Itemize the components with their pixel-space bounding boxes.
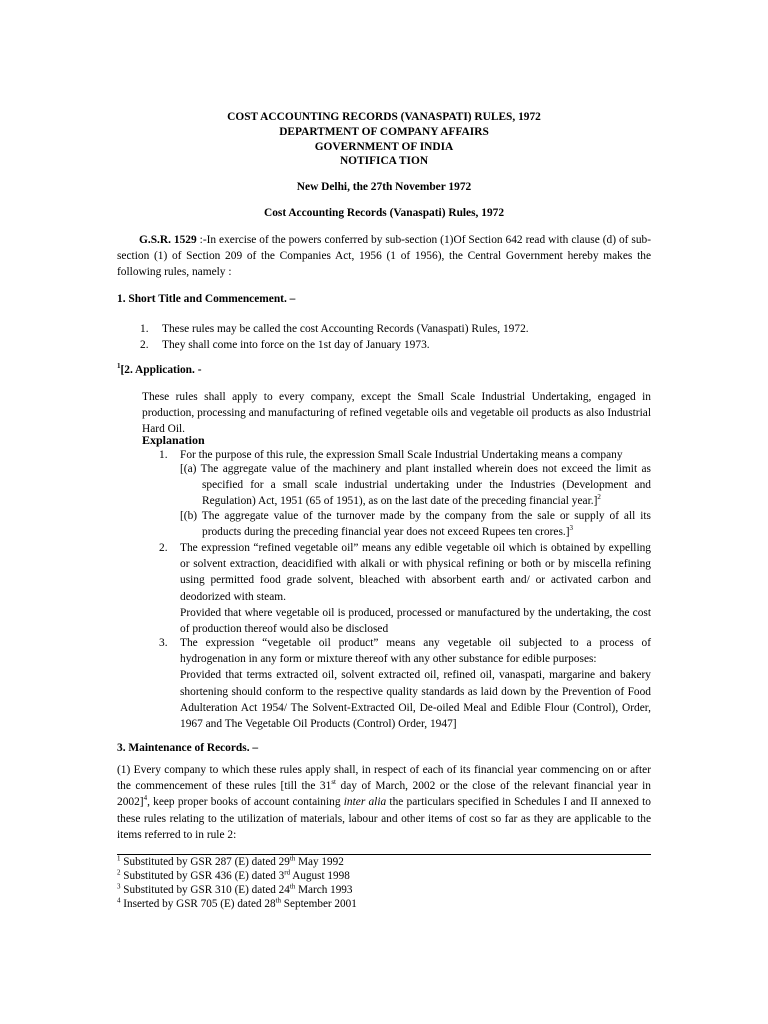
- footnotes: [117, 855, 651, 911]
- government-name: GOVERNMENT OF INDIA: [314, 140, 454, 153]
- explanation-item-1a: [(a) The aggregate value of the machinery and plant installed wherein does not exceed the limit as specified for a small scale industrial undertaking under the Industries (Development and Regulation) Act, 1951 (65 of 1951), as on the last date of the preceding financial year.]$^2$: [180, 463, 651, 508]
- explanation-heading: Explanation: [142, 433, 205, 447]
- explanation-item-1: 1. For the purpose of this rule, the expression Small Scale Industrial Undertaking means a company: [159, 449, 623, 461]
- list-item: 2. They shall come into force on the 1st day of January 1973.: [140, 339, 430, 352]
- section2-heading: $^1$[2. Application. -: [117, 362, 202, 376]
- document-subtitle: Cost Accounting Records (Vanaspati) Rules, 1972: [263, 207, 505, 220]
- document-header: [0, 110, 768, 221]
- explanation-item-3: 3. The expression “vegetable oil product” means any vegetable oil subjected to a process of hydrogenation in any form or mixture thereof with any other substance for edible purposes: Provided that terms extracted oil, solvent extracted oil, refined oil, vanaspati, margarine and bakery shortening should conform to the respective quality standards as laid down by the Prevention of Food Adulteration Act 1954/ The Solvent-Extracted Oil, De-oiled Meal and Edible Flour (Control), Order, 1967 and The Vegetable Oil Products (Control) Order, 1947]: [159, 637, 651, 730]
- explanation-item-1b: [(b) The aggregate value of the turnover made by the company from the sale or supply of all its products during the preceding financial year does not exceed Rupees ten crores.]$^3$: [180, 510, 651, 539]
- list-item: 1. These rules may be called the cost Accounting Records (Vanaspati) Rules, 1972.: [140, 323, 529, 335]
- notification-label: NOTIFICA TION: [339, 155, 429, 168]
- explanation-item-2: 2. The expression “refined vegetable oil” means any edible vegetable oil which is obtained by expelling or solvent extraction, deacidified with alkali or with physical refining or both or by miscella refining using permitted food grade solvent, bleached with absorbent earth and/ or activated carbon and deodorized with steam. Provided that where vegetable oil is produced, processed or manufactured by the undertaking, the cost of production thereof would also be disclosed: [159, 542, 651, 635]
- section3-paragraph: (1) Every company to which these rules apply shall, in respect of each of its financial year commencing on or after the commencement of these rules [till the 31st day of March, 2002 or the close of the relevant financial year in 2002]$^4$, keep proper books of account containing inter alia the particulars specified in Schedules I and II annexed to these rules relating to the utilization of materials, labour and other items of cost so far as they are applicable to the items referred to in rule 2:: [117, 764, 651, 841]
- section3-heading: 3. Maintenance of Records. –: [117, 742, 259, 754]
- section1-heading: 1. Short Title and Commencement. –: [117, 293, 296, 305]
- section2-paragraph: These rules shall apply to every company, except the Small Scale Industrial Undertaking, engaged in production, processing and manufacturing of refined vegetable oils and vegetable oil products as also Industrial Hard Oil.: [142, 391, 651, 436]
- gsr-number: G.S.R. 1529: [139, 234, 197, 246]
- footnote-item: $^3$ Substituted by GSR 310 (E) dated 24th March 1993: [117, 882, 353, 896]
- intro-paragraph: [117, 232, 651, 281]
- department-name: DEPARTMENT OF COMPANY AFFAIRS: [279, 125, 489, 138]
- footnote-item: $^2$ Substituted by GSR 436 (E) dated 3rd August 1998: [117, 868, 350, 882]
- date-line: New Delhi, the 27th November 1972: [296, 181, 472, 194]
- footnote-item: $^1$ Substituted by GSR 287 (E) dated 29th May 1992: [117, 854, 344, 868]
- rules-title: COST ACCOUNTING RECORDS (VANASPATI) RULES, 1972: [227, 111, 541, 123]
- intro-text: :-In exercise of the powers conferred by sub-section (1)Of Section 642 read with clause (d) of sub-section (1) of Section 209 of the Companies Act, 1956 (1 of 1956), the Central Government hereby makes the following rules, namely :: [117, 234, 652, 279]
- footnote-item: $^4$ Inserted by GSR 705 (E) dated 28th September 2001: [117, 896, 357, 910]
- section1-list: [140, 321, 651, 353]
